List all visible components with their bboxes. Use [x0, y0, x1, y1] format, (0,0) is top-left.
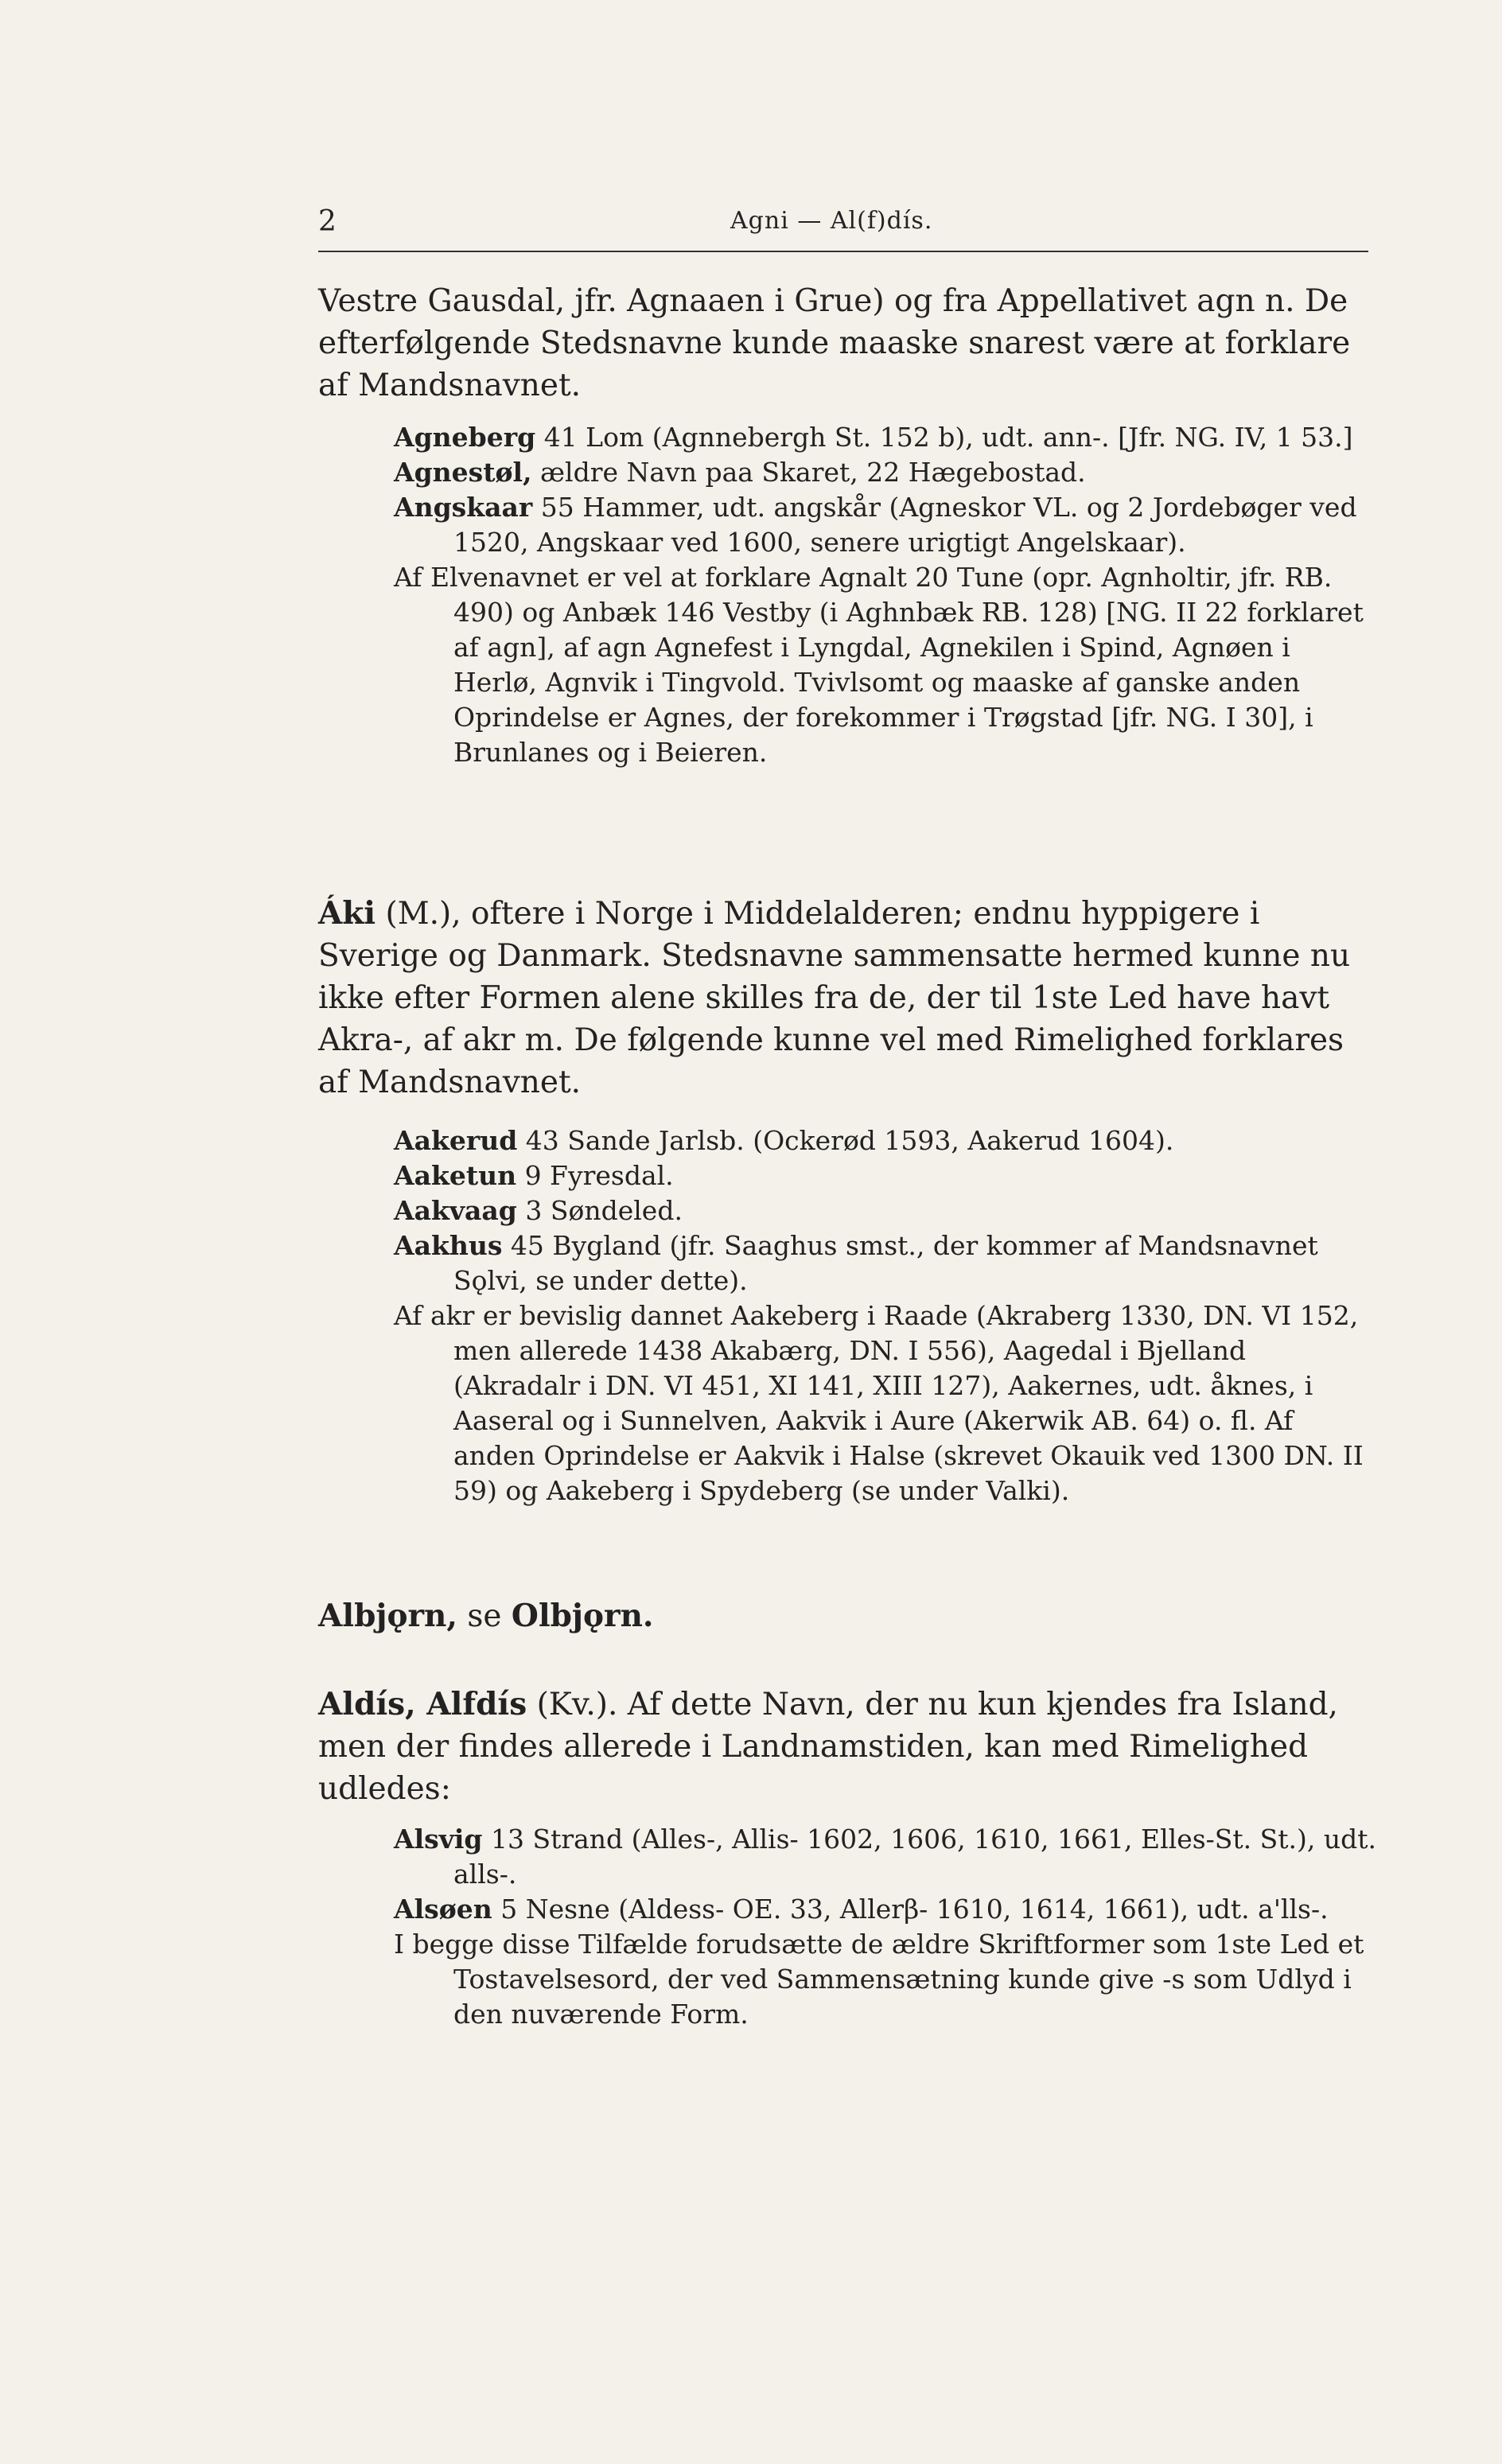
see-text: se — [457, 1598, 512, 1634]
aldis-paragraph — [318, 1684, 1376, 1810]
entry-aakvaag — [318, 1193, 1376, 1228]
entry-name: Agneberg — [394, 422, 536, 453]
entry-text: 55 Hammer, udt. angskår (Agneskor VL. og 2 Jordebøger ved 1520, Angskaar ved 1600, senere urigtigt Angelskaar). — [453, 492, 1357, 558]
running-title: Agni — Al(f)dís. — [730, 207, 933, 235]
entry-name: Angskaar — [394, 492, 533, 523]
entry-alsoen — [318, 1892, 1376, 1927]
albjorn-paragraph — [318, 1595, 1376, 1637]
agni-note: Af Elvenavnet er vel at forklare Agnalt 20 Tune (opr. Agnholtir, jfr. RB. 490) og Anbæk 146 Vestby (i Aghnbæk RB. 128) [NG. II 22 forklaret af agn], af agn Agnefest i Lyngdal, Agnekilen i Spind, Agnøen i Herlø, Agnvik i Tingvold. Tvivlsomt og maaske af ganske anden Oprindelse er Agnes, der forekommer i Trøgstad [jfr. NG. I 30], i Brunlanes og i Beieren. — [394, 562, 1364, 768]
entry-text: 43 Sande Jarlsb. (Ockerød 1593, Aakerud 1604). — [517, 1125, 1174, 1156]
entry-name: Alsvig — [394, 1824, 483, 1855]
entry-name: Aakhus — [394, 1230, 503, 1261]
entry-alsvig — [318, 1822, 1376, 1892]
aldis-text — [318, 1684, 1376, 1810]
aldis-body: (Kv.). Af dette Navn, der nu kun kjendes fra Island, men der findes allerede i Landnamstiden, kan med Rimelighed udledes: — [318, 1687, 1338, 1807]
entry-text: 3 Søndeled. — [516, 1195, 683, 1226]
aki-note: Af akr er bevislig dannet Aakeberg i Raade (Akraberg 1330, DN. VI 152, men allerede 1438 Akabærg, DN. I 556), Aagedal i Bjelland (Akradalr i DN. VI 451, XI 141, XIII 127), Aakernes, udt. åknes, i Aaseral og i Sunnelven, Aakvik i Aure (Akerwik AB. 64) o. fl. Af anden Oprindelse er Aakvik i Halse (skrevet Okauik ved 1300 DN. II 59) og Aakeberg i Spydeberg (se under Valki). — [394, 1300, 1364, 1506]
entry-agneberg — [318, 420, 1376, 455]
entry-name: Aakerud — [394, 1125, 518, 1156]
aldis-entries — [318, 1822, 1376, 2032]
entry-angskaar — [318, 490, 1376, 560]
entry-text: ældre Navn paa Skaret, 22 Hægebostad. — [531, 457, 1086, 488]
aki-text — [318, 893, 1376, 1104]
aki-body: (M.), oftere i Norge i Middelalderen; endnu hyppigere i Sverige og Danmark. Stedsnavne sammensatte hermed kunne nu ikke efter Formen alene skilles fra de, der til 1ste Led have havt Akra-, af akr m. De følgende kunne vel med Rimelighed forklares af Mandsnavnet. — [318, 896, 1351, 1100]
entry-aakhus — [318, 1228, 1376, 1298]
entry-text: 5 Nesne (Aldess- OE. 33, Allerβ- 1610, 1614, 1661), udt. a'lls-. — [492, 1894, 1329, 1925]
entry-aakerud — [318, 1123, 1376, 1158]
entry-aaketun — [318, 1158, 1376, 1193]
entry-name: Aaketun — [394, 1160, 517, 1191]
entry-text: 41 Lom (Agnnebergh St. 152 b), udt. ann-. [Jfr. NG. IV, 1 53.] — [535, 422, 1353, 453]
cross-reference: Olbjǫrn. — [511, 1598, 654, 1634]
aki-paragraph — [318, 893, 1376, 1104]
entry-agnestol — [318, 455, 1376, 490]
headword: Albjǫrn, — [318, 1598, 457, 1634]
entry-name: Aakvaag — [394, 1195, 517, 1226]
headword: Áki — [318, 895, 376, 932]
aki-entries — [318, 1123, 1376, 1508]
agni-entries — [318, 420, 1376, 770]
albjorn-text — [318, 1595, 1376, 1637]
entry-text: 45 Bygland (jfr. Saaghus smst., der kommer af Mandsnavnet Sǫlvi, se under dette). — [453, 1230, 1318, 1296]
entry-text: 13 Strand (Alles-, Allis- 1602, 1606, 1610, 1661, Elles-St. St.), udt. alls-. — [453, 1824, 1376, 1890]
intro-text: Vestre Gausdal, jfr. Agnaaen i Grue) og fra Appellativet agn n. De efterfølgende Stedsnavne kunde maaske snarest være at forklare af Mandsnavnet. — [318, 283, 1351, 403]
entry-name: Agnestøl, — [394, 457, 532, 488]
page-number: 2 — [318, 205, 337, 238]
entry-name: Alsøen — [394, 1894, 492, 1925]
headword: Aldís, Alfdís — [318, 1686, 527, 1722]
entry-text: 9 Fyresdal. — [516, 1160, 674, 1191]
aldis-note: I begge disse Tilfælde forudsætte de ældre Skriftformer som 1ste Led et Tostavelsesord, der ved Sammensætning kunde give -s som Udlyd i den nuværende Form. — [394, 1929, 1364, 2030]
intro-paragraph — [318, 280, 1376, 407]
header-rule — [318, 251, 1368, 252]
